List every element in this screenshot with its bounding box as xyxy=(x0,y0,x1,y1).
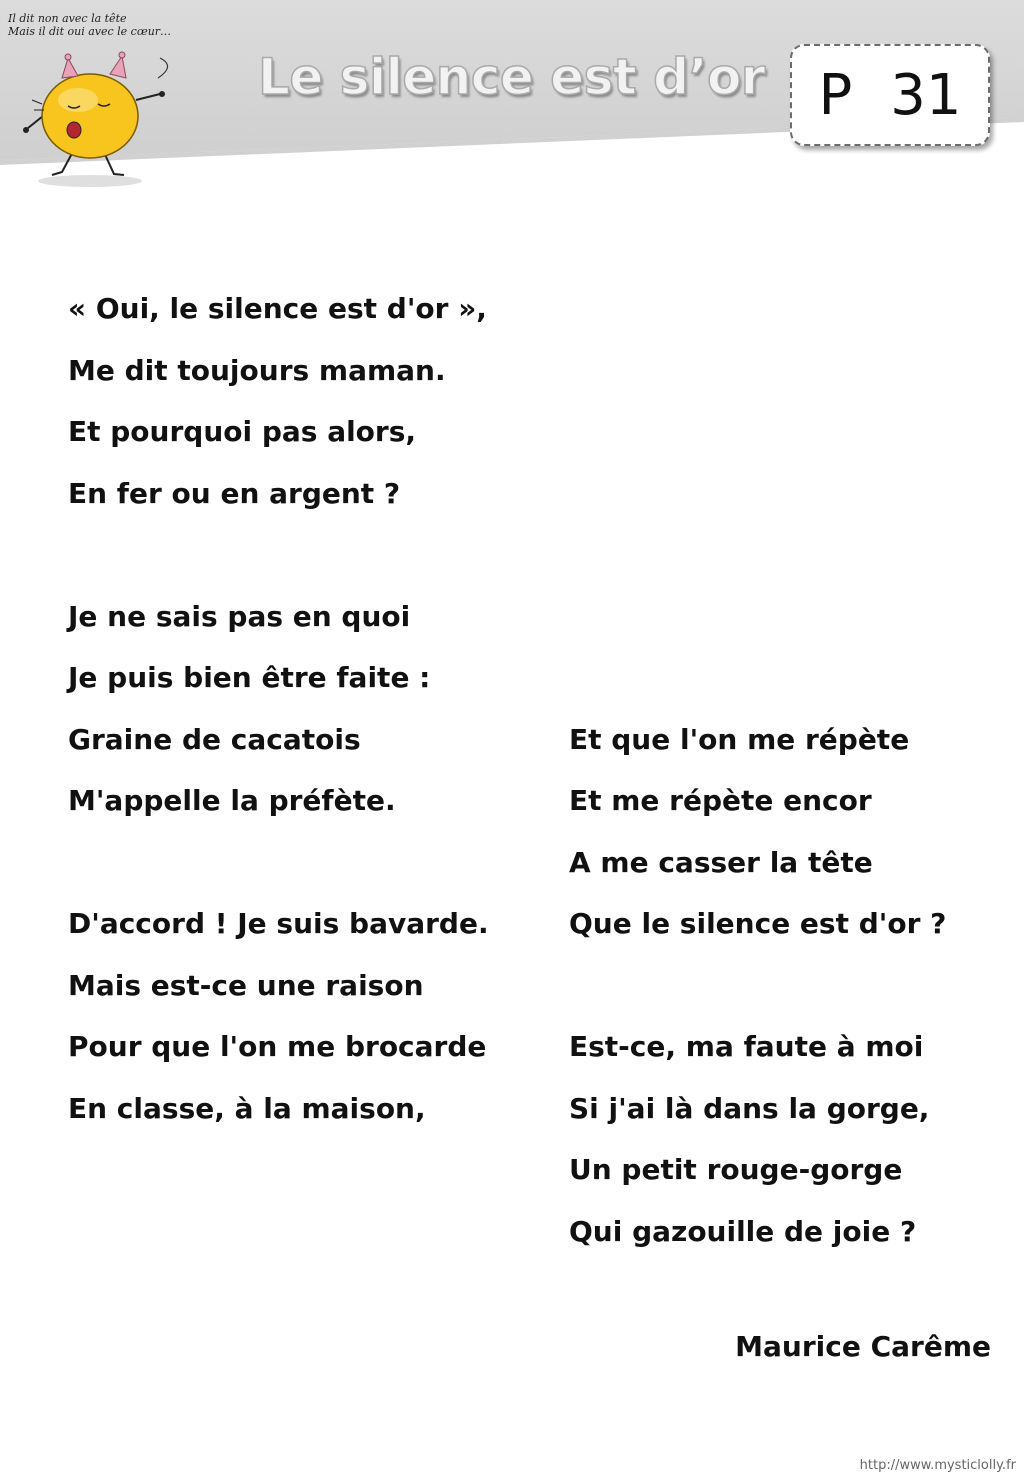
poem-line xyxy=(68,531,538,593)
poem-line: Je ne sais pas en quoi xyxy=(68,599,411,633)
poem-line: En classe, à la maison, xyxy=(68,1091,426,1125)
speech-bubble-text xyxy=(8,12,208,38)
poem-line xyxy=(569,593,1009,655)
poem-line xyxy=(569,962,1009,1024)
poem-line: Et pourquoi pas alors, xyxy=(68,415,417,448)
poem-line: Me dit toujours maman. xyxy=(68,353,446,387)
poem-line: A me casser la tête xyxy=(569,845,873,879)
poem-line: Si j'ai là dans la gorge, xyxy=(569,1091,930,1125)
poem-line xyxy=(569,531,1009,593)
poem-line: Et que l'on me répète xyxy=(569,722,910,756)
poem-line xyxy=(569,408,1009,470)
poem-line: Et me répète encor xyxy=(569,784,872,817)
poem-line: M'appelle la préfète. xyxy=(68,784,396,817)
page-title: Le silence est d’or xyxy=(258,48,765,106)
speech-line-2: Mais il dit oui avec le cœur… xyxy=(8,25,172,38)
speech-line-1: Il dit non avec la tête xyxy=(8,12,127,25)
poem-line: Mais est-ce une raison xyxy=(68,968,424,1002)
page-number-box xyxy=(790,44,990,146)
poem-line: Graine de cacatois xyxy=(68,722,361,756)
poem-author: Maurice Carême xyxy=(735,1330,991,1363)
poem-line: Que le silence est d'or ? xyxy=(569,907,947,940)
footer-url: http://www.mysticlolly.fr xyxy=(859,1458,1016,1473)
poem-left-column xyxy=(68,285,538,1146)
poem-line xyxy=(68,839,538,901)
monster-mascot-icon xyxy=(18,48,188,188)
poem-line: Qui gazouille de joie ? xyxy=(569,1214,917,1248)
poem-line: Est-ce, ma faute à moi xyxy=(569,1030,924,1063)
poem-line: En fer ou en argent ? xyxy=(68,476,401,510)
poem-line xyxy=(569,654,1009,716)
poem-line: D'accord ! Je suis bavarde. xyxy=(68,907,489,940)
poem-line xyxy=(569,285,1009,347)
poem-line xyxy=(569,470,1009,532)
poem-line: Pour que l'on me brocarde xyxy=(68,1030,487,1063)
page-label: P xyxy=(818,62,853,128)
poem-line: Un petit rouge-gorge xyxy=(569,1153,903,1186)
poem-line: « Oui, le silence est d'or », xyxy=(68,292,487,325)
page-number: 31 xyxy=(890,62,962,128)
poem-line xyxy=(569,347,1009,409)
poem-line: Je puis bien être faite : xyxy=(68,661,431,694)
poem-right-column xyxy=(569,285,1009,1269)
